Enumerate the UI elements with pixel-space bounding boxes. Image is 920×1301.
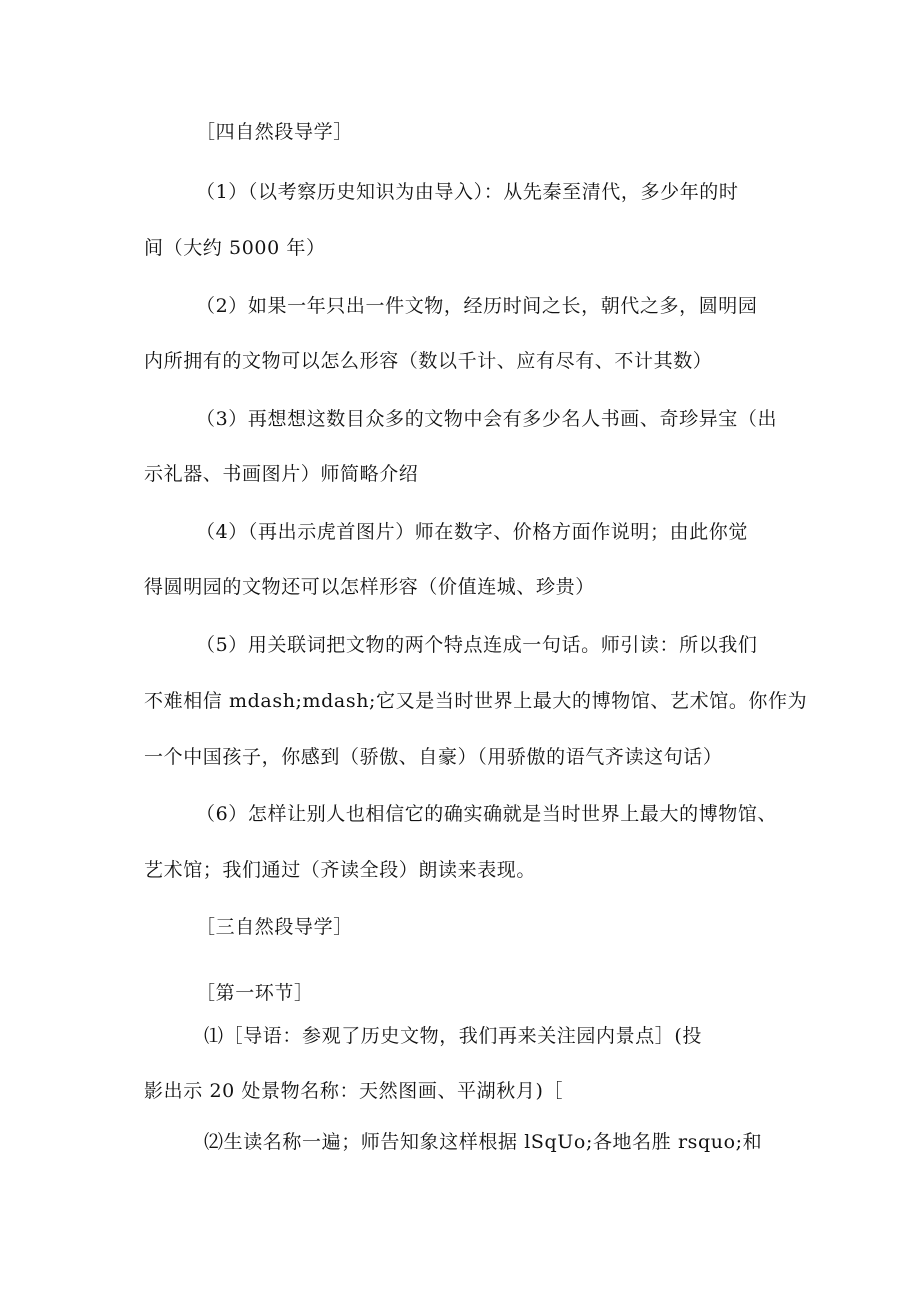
paragraph-line: 影出示 20 处景物名称：天然图画、平湖秋月)［ bbox=[144, 1080, 564, 1102]
paragraph-line: ⑴［导语：参观了历史文物，我们再来关注园内景点］(投 bbox=[204, 1025, 703, 1047]
paragraph-line: （4）（再出示虎首图片）师在数字、价格方面作说明；由此你觉 bbox=[196, 521, 748, 543]
paragraph-line: （6）怎样让别人也相信它的确实确就是当时世界上最大的博物馆、 bbox=[196, 803, 778, 825]
heading-first-section: ［第一环节］ bbox=[196, 982, 314, 1004]
paragraph-line: （1）（以考察历史知识为由导入）：从先秦至清代，多少年的时 bbox=[196, 181, 739, 203]
paragraph-line: ⑵生读名称一遍；师告知象这样根据 lSqUo;各地名胜 rsquo;和 bbox=[204, 1131, 763, 1153]
paragraph-line: 内所拥有的文物可以怎么形容（数以千计、应有尽有、不计其数） bbox=[144, 350, 713, 372]
paragraph-line: 艺术馆；我们通过（齐读全段）朗读来表现。 bbox=[144, 859, 537, 881]
paragraph-line: （3）再想想这数目众多的文物中会有多少名人书画、奇珍异宝（出 bbox=[196, 408, 778, 430]
paragraph-line: 示礼器、书画图片）师简略介绍 bbox=[144, 463, 419, 485]
paragraph-line: （5）用关联词把文物的两个特点连成一句话。师引读：所以我们 bbox=[196, 634, 758, 656]
paragraph-line: 不难相信 mdash;mdash;它又是当时世界上最大的博物馆、艺术馆。你作为 bbox=[144, 690, 808, 712]
paragraph-line: 一个中国孩子，你感到（骄傲、自豪）（用骄傲的语气齐读这句话） bbox=[144, 746, 723, 768]
heading-third-paragraph: ［三自然段导学］ bbox=[196, 916, 353, 938]
paragraph-line: （2）如果一年只出一件文物，经历时间之长，朝代之多，圆明园 bbox=[196, 295, 758, 317]
paragraph-line: 间（大约 5000 年） bbox=[144, 237, 326, 259]
paragraph-line: 得圆明园的文物还可以怎样形容（价值连城、珍贵） bbox=[144, 576, 595, 598]
heading-fourth-paragraph: ［四自然段导学］ bbox=[196, 121, 353, 143]
